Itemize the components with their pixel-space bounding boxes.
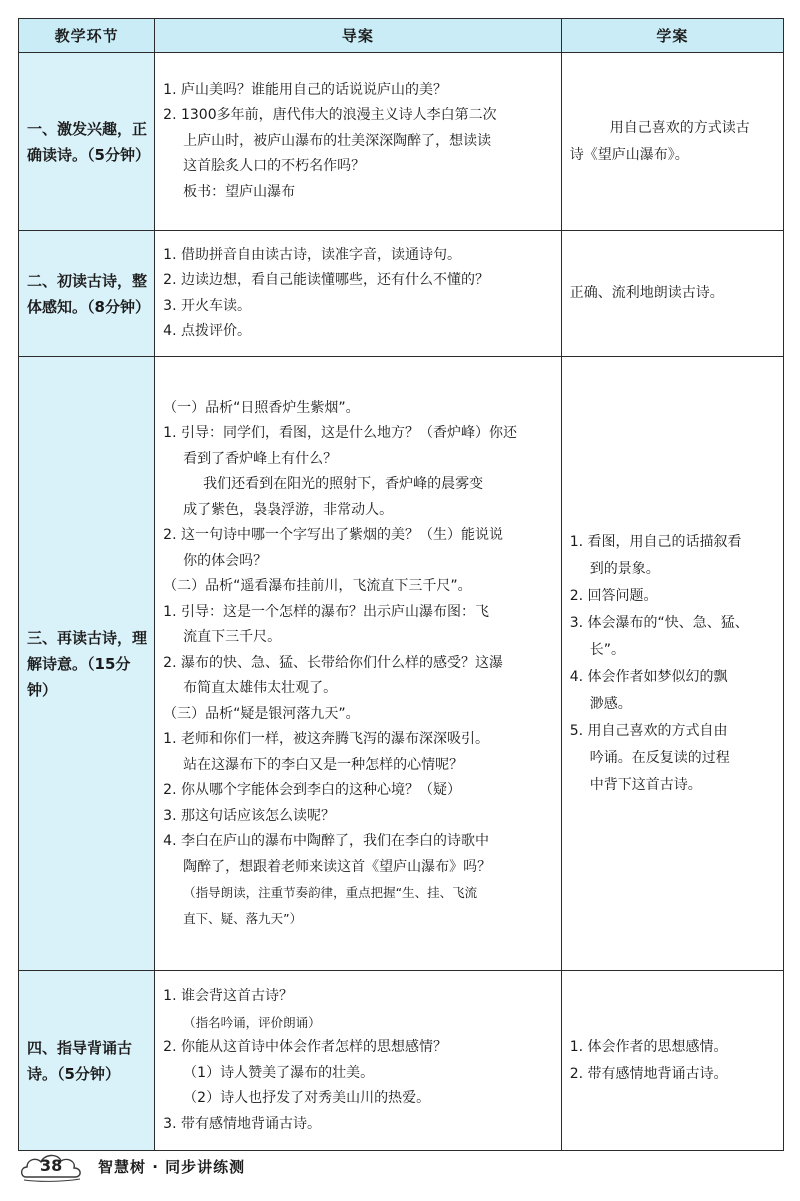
- guide-line: 1. 引导：这是一个怎样的瀑布？出示庐山瀑布图：飞: [163, 603, 489, 620]
- learn-line: 4. 体会作者如梦似幻的飘: [569, 668, 728, 685]
- learn-line: 中背下这首古诗。: [589, 776, 702, 793]
- table-row: [19, 971, 784, 1151]
- guide-line: 成了紫色，袅袅浮游，非常动人。: [183, 501, 394, 518]
- guide-line: 1. 引导：同学们，看图，这是什么地方？（香炉峰）你还: [163, 425, 517, 442]
- table-header-row: [19, 19, 784, 53]
- learn-line: 5. 用自己喜欢的方式自由: [569, 722, 728, 739]
- learn-cell: [561, 53, 783, 231]
- guide-line: 2. 边读边想，看自己能读懂哪些，还有什么不懂的？: [163, 272, 489, 288]
- brand-label: 智慧树 · 同步讲练测: [98, 1158, 246, 1176]
- learn-line: 1. 体会作者的思想感情。: [569, 1038, 728, 1055]
- guide-line: 站在这瀑布下的李白又是一种怎样的心情呢？: [183, 756, 464, 773]
- guide-line: 4. 点拨评价。: [163, 323, 251, 339]
- page-footer: [18, 1147, 318, 1187]
- learn-line: 1. 看图，用自己的话描叙看: [569, 533, 742, 550]
- guide-line: （三）品析“疑是银河落九天”。: [163, 705, 360, 722]
- table-row: [19, 231, 784, 357]
- learn-line: 3. 体会瀑布的“快、急、猛、: [569, 614, 749, 631]
- guide-line: 1. 谁会背这首古诗？: [163, 988, 293, 1004]
- learn-line: 2. 带有感情地背诵古诗。: [569, 1065, 728, 1082]
- guide-line: 1. 庐山美吗？谁能用自己的话说说庐山的美？: [163, 81, 447, 98]
- guide-line: 1. 老师和你们一样，被这奔腾飞泻的瀑布深深吸引。: [163, 731, 489, 748]
- table-row: [19, 357, 784, 971]
- learn-line: 渺感。: [589, 695, 632, 712]
- guide-line: （指名吟诵，评价朗诵）: [183, 1014, 321, 1030]
- guide-line: 2. 瀑布的快、急、猛、长带给你们什么样的感受？这瀑: [163, 654, 503, 671]
- guide-line: （1）诗人赞美了瀑布的壮美。: [183, 1064, 375, 1081]
- guide-line: 4. 李白在庐山的瀑布中陶醉了，我们在李白的诗歌中: [163, 833, 489, 850]
- header-student-plan: 学案: [561, 19, 783, 53]
- guide-line: 陶醉了，想跟着老师来读这首《望庐山瀑布》吗？: [183, 858, 492, 875]
- learn-line: 到的景象。: [589, 560, 660, 577]
- guide-line: 看到了香炉峰上有什么？: [183, 450, 338, 467]
- guide-line: 布简直太雄伟太壮观了。: [183, 680, 338, 697]
- header-teacher-guide: 导案: [155, 19, 562, 53]
- stage-cell: 一、激发兴趣，正确读诗。（5分钟）: [19, 53, 155, 231]
- guide-line: 板书：望庐山瀑布: [183, 183, 296, 200]
- guide-line: 你的体会吗？: [183, 552, 268, 569]
- guide-line: 这首脍炙人口的不朽名作吗？: [183, 158, 366, 175]
- guide-line: 2. 你从哪个字能体会到李白的这种心境？（疑）: [163, 782, 461, 799]
- learn-cell: [561, 971, 783, 1151]
- guide-cell: [155, 971, 562, 1151]
- guide-line: 2. 1300多年前，唐代伟大的浪漫主义诗人李白第二次: [163, 107, 497, 124]
- learn-line: 长”。: [589, 641, 625, 658]
- guide-line: 2. 你能从这首诗中体会作者怎样的思想感情？: [163, 1039, 447, 1055]
- guide-line: （2）诗人也抒发了对秀美山川的热爱。: [183, 1090, 431, 1106]
- guide-line: 1. 借助拼音自由读古诗，读准字音，读通诗句。: [163, 246, 461, 263]
- stage-cell: 二、初读古诗，整体感知。（8分钟）: [19, 231, 155, 357]
- guide-line: 3. 带有感情地背诵古诗。: [163, 1115, 321, 1132]
- guide-line: （一）品析“日照香炉生紫烟”。: [163, 399, 360, 416]
- learn-line: 用自己喜欢的方式读古: [609, 119, 750, 136]
- guide-line: 3. 那这句话应该怎么读呢？: [163, 807, 335, 824]
- guide-line: 我们还看到在阳光的照射下，香炉峰的晨雾变: [203, 476, 484, 493]
- learn-cell: [561, 357, 783, 971]
- guide-line: 流直下三千尺。: [183, 629, 282, 646]
- guide-line: 2. 这一句诗中哪一个字写出了紫烟的美？（生）能说说: [163, 527, 503, 544]
- stage-cell: 四、指导背诵古诗。（5分钟）: [19, 971, 155, 1151]
- guide-line: （二）品析“遥看瀑布挂前川，飞流直下三千尺”。: [163, 578, 472, 595]
- table-row: [19, 53, 784, 231]
- page-number: 38: [40, 1156, 63, 1175]
- learn-cell: [561, 231, 783, 357]
- learn-line: 正确、流利地朗读古诗。: [569, 285, 724, 301]
- guide-line: 上庐山时，被庐山瀑布的壮美深深陶醉了，想读读: [183, 132, 492, 149]
- guide-cell: [155, 53, 562, 231]
- learn-line: 2. 回答问题。: [569, 587, 658, 604]
- stage-cell: 三、再读古诗，理解诗意。（15分钟）: [19, 357, 155, 971]
- guide-line: 3. 开火车读。: [163, 297, 251, 314]
- lesson-plan-table: [18, 18, 784, 1151]
- guide-line: 直下、疑、落九天”）: [183, 910, 303, 926]
- guide-cell: [155, 357, 562, 971]
- learn-line: 诗《望庐山瀑布》。: [569, 146, 689, 163]
- guide-cell: [155, 231, 562, 357]
- header-teaching-stage: 教学环节: [19, 19, 155, 53]
- guide-line: （指导朗读，注重节奏韵律，重点把握“生、挂、飞流: [183, 885, 478, 901]
- learn-line: 吟诵。在反复读的过程: [589, 749, 730, 766]
